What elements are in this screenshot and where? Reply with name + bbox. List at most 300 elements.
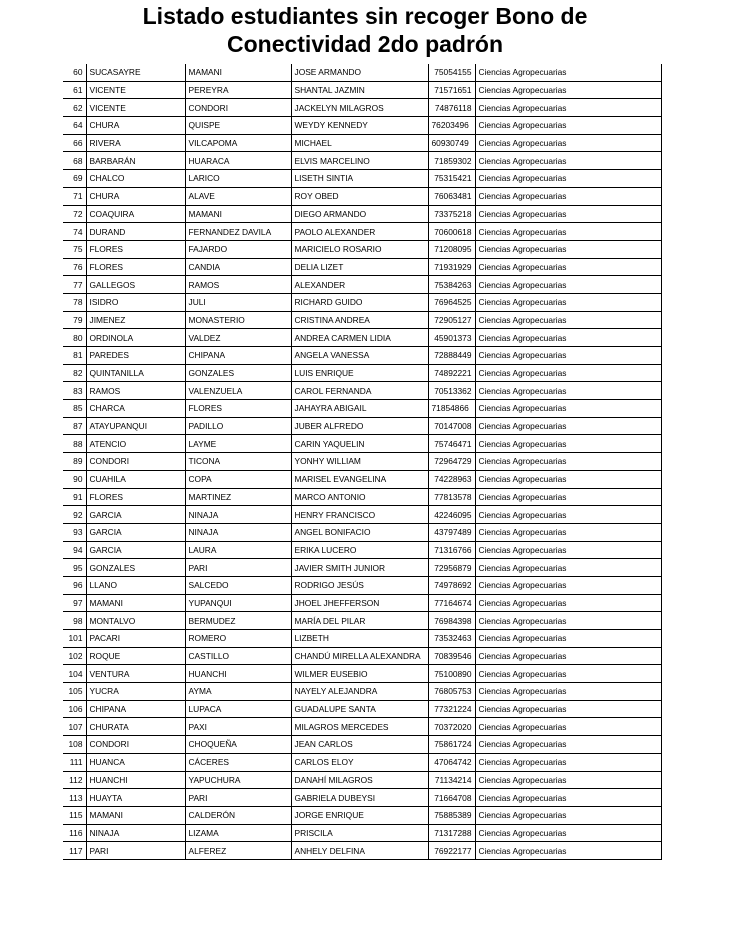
- apellido-paterno-cell: GALLEGOS: [86, 276, 185, 294]
- carrera-cell: Ciencias Agropecuarias: [475, 541, 661, 559]
- dni-cell: 76805753: [428, 683, 475, 701]
- row-number-cell: 82: [73, 368, 83, 379]
- apellido-paterno-cell: CONDORI: [86, 736, 185, 754]
- nombres-cell: JAVIER SMITH JUNIOR: [291, 559, 428, 577]
- carrera-cell: Ciencias Agropecuarias: [475, 453, 661, 471]
- table-row: [63, 806, 661, 824]
- apellido-paterno-cell: RAMOS: [86, 382, 185, 400]
- apellido-materno-cell: CALDERÓN: [185, 806, 291, 824]
- apellido-paterno-cell: ATAYUPANQUI: [86, 417, 185, 435]
- apellido-materno-cell: LAURA: [185, 541, 291, 559]
- apellido-materno-cell: LARICO: [185, 170, 291, 188]
- apellido-materno-cell: MARTINEZ: [185, 488, 291, 506]
- row-number-cell: 108: [68, 739, 83, 750]
- dni-cell: 74228963: [428, 470, 475, 488]
- nombres-cell: MICHAEL: [291, 134, 428, 152]
- apellido-paterno-cell: YUCRA: [86, 683, 185, 701]
- nombres-cell: GABRIELA DUBEYSI: [291, 789, 428, 807]
- nombres-cell: DANAHÍ MILAGROS: [291, 771, 428, 789]
- dni-cell: 76922177: [428, 842, 475, 860]
- dni-cell: 45901373: [428, 329, 475, 347]
- dni-cell: 74892221: [428, 364, 475, 382]
- dni-cell: 71134214: [428, 771, 475, 789]
- table-row: [63, 612, 661, 630]
- carrera-cell: Ciencias Agropecuarias: [475, 400, 661, 418]
- table-row: [63, 842, 661, 860]
- apellido-paterno-cell: ORDINOLA: [86, 329, 185, 347]
- carrera-cell: Ciencias Agropecuarias: [475, 470, 661, 488]
- row-number-cell: 81: [73, 350, 83, 361]
- row-number-cell: 113: [69, 792, 83, 803]
- apellido-materno-cell: LAYME: [185, 435, 291, 453]
- nombres-cell: JEAN CARLOS: [291, 736, 428, 754]
- carrera-cell: Ciencias Agropecuarias: [475, 152, 661, 170]
- apellido-materno-cell: CONDORI: [185, 99, 291, 117]
- title-line-1: Listado estudiantes sin recoger Bono de: [142, 3, 588, 29]
- apellido-paterno-cell: QUINTANILLA: [86, 364, 185, 382]
- table-row: [63, 753, 661, 771]
- nombres-cell: LISETH SINTIA: [291, 170, 428, 188]
- apellido-paterno-cell: GARCIA: [86, 541, 185, 559]
- table-row: [63, 559, 661, 577]
- dni-cell: 73375218: [428, 205, 475, 223]
- row-number-cell: 68: [73, 155, 83, 166]
- table-row: [63, 789, 661, 807]
- page-title: [0, 2, 730, 58]
- nombres-cell: CHANDÚ MIRELLA ALEXANDRA: [291, 647, 428, 665]
- apellido-materno-cell: VALDEZ: [185, 329, 291, 347]
- apellido-materno-cell: YUPANQUI: [185, 594, 291, 612]
- carrera-cell: Ciencias Agropecuarias: [475, 630, 661, 648]
- carrera-cell: Ciencias Agropecuarias: [475, 789, 661, 807]
- row-number-cell: 64: [73, 120, 83, 131]
- apellido-materno-cell: VALENZUELA: [185, 382, 291, 400]
- apellido-paterno-cell: HUANCA: [86, 753, 185, 771]
- apellido-materno-cell: PAXI: [185, 718, 291, 736]
- apellido-paterno-cell: LLANO: [86, 576, 185, 594]
- nombres-cell: ANDREA CARMEN LIDIA: [291, 329, 428, 347]
- apellido-materno-cell: CÁCERES: [185, 753, 291, 771]
- dni-cell: 70147008: [428, 417, 475, 435]
- nombres-cell: RODRIGO JESÚS: [291, 576, 428, 594]
- title-line-2: Conectividad 2do padrón: [226, 31, 504, 57]
- carrera-cell: Ciencias Agropecuarias: [475, 506, 661, 524]
- row-number-cell: 72: [73, 208, 83, 219]
- dni-cell: 75384263: [428, 276, 475, 294]
- apellido-paterno-cell: MAMANI: [86, 806, 185, 824]
- row-number-cell: 74: [73, 226, 83, 237]
- dni-cell: 60930749: [428, 134, 475, 152]
- student-table-body: [63, 64, 661, 859]
- apellido-paterno-cell: PAREDES: [86, 347, 185, 365]
- carrera-cell: Ciencias Agropecuarias: [475, 718, 661, 736]
- row-number-cell: 69: [73, 173, 83, 184]
- nombres-cell: LUIS ENRIQUE: [291, 364, 428, 382]
- apellido-materno-cell: QUISPE: [185, 117, 291, 135]
- nombres-cell: CAROL FERNANDA: [291, 382, 428, 400]
- table-row: [63, 417, 661, 435]
- carrera-cell: Ciencias Agropecuarias: [475, 134, 661, 152]
- table-row: [63, 718, 661, 736]
- dni-cell: 71571651: [428, 81, 475, 99]
- apellido-materno-cell: YAPUCHURA: [185, 771, 291, 789]
- dni-cell: 71317288: [428, 824, 475, 842]
- row-number-cell: 93: [73, 527, 83, 538]
- dni-cell: 72956879: [428, 559, 475, 577]
- apellido-materno-cell: LUPACA: [185, 700, 291, 718]
- dni-cell: 70839546: [428, 647, 475, 665]
- apellido-materno-cell: JULI: [185, 293, 291, 311]
- apellido-paterno-cell: PACARI: [86, 630, 185, 648]
- table-row: [63, 523, 661, 541]
- dni-cell: 75100890: [428, 665, 475, 683]
- table-row: [63, 506, 661, 524]
- dni-cell: 76984398: [428, 612, 475, 630]
- dni-cell: 75885389: [428, 806, 475, 824]
- table-row: [63, 99, 661, 117]
- dni-cell: 47064742: [428, 753, 475, 771]
- carrera-cell: Ciencias Agropecuarias: [475, 559, 661, 577]
- carrera-cell: Ciencias Agropecuarias: [475, 117, 661, 135]
- dni-cell: 76964525: [428, 293, 475, 311]
- row-number-cell: 98: [73, 615, 83, 626]
- table-row: [63, 187, 661, 205]
- nombres-cell: PRISCILA: [291, 824, 428, 842]
- apellido-paterno-cell: CUAHILA: [86, 470, 185, 488]
- nombres-cell: JUBER ALFREDO: [291, 417, 428, 435]
- carrera-cell: Ciencias Agropecuarias: [475, 435, 661, 453]
- carrera-cell: Ciencias Agropecuarias: [475, 99, 661, 117]
- apellido-materno-cell: MAMANI: [185, 205, 291, 223]
- row-number-cell: 97: [73, 597, 83, 608]
- apellido-materno-cell: GONZALES: [185, 364, 291, 382]
- apellido-paterno-cell: BARBARÁN: [86, 152, 185, 170]
- table-row: [63, 771, 661, 789]
- carrera-cell: Ciencias Agropecuarias: [475, 665, 661, 683]
- apellido-materno-cell: PADILLO: [185, 417, 291, 435]
- dni-cell: 77321224: [428, 700, 475, 718]
- apellido-paterno-cell: ATENCIO: [86, 435, 185, 453]
- carrera-cell: Ciencias Agropecuarias: [475, 417, 661, 435]
- apellido-materno-cell: FAJARDO: [185, 240, 291, 258]
- apellido-materno-cell: ALAVE: [185, 187, 291, 205]
- carrera-cell: Ciencias Agropecuarias: [475, 594, 661, 612]
- nombres-cell: MARCO ANTONIO: [291, 488, 428, 506]
- table-row: [63, 435, 661, 453]
- carrera-cell: Ciencias Agropecuarias: [475, 576, 661, 594]
- apellido-paterno-cell: FLORES: [86, 258, 185, 276]
- carrera-cell: Ciencias Agropecuarias: [475, 329, 661, 347]
- table-row: [63, 665, 661, 683]
- carrera-cell: Ciencias Agropecuarias: [475, 806, 661, 824]
- carrera-cell: Ciencias Agropecuarias: [475, 293, 661, 311]
- table-row: [63, 205, 661, 223]
- apellido-materno-cell: PARI: [185, 789, 291, 807]
- carrera-cell: Ciencias Agropecuarias: [475, 612, 661, 630]
- apellido-materno-cell: HUANCHI: [185, 665, 291, 683]
- row-number-cell: 61: [73, 85, 83, 96]
- row-number-cell: 92: [73, 509, 83, 520]
- row-number-cell: 80: [73, 332, 83, 343]
- table-row: [63, 382, 661, 400]
- table-row: [63, 488, 661, 506]
- nombres-cell: JORGE ENRIQUE: [291, 806, 428, 824]
- apellido-paterno-cell: ROQUE: [86, 647, 185, 665]
- table-row: [63, 152, 661, 170]
- row-number-cell: 79: [73, 314, 83, 325]
- carrera-cell: Ciencias Agropecuarias: [475, 647, 661, 665]
- apellido-paterno-cell: VICENTE: [86, 81, 185, 99]
- apellido-paterno-cell: JIMENEZ: [86, 311, 185, 329]
- apellido-materno-cell: TICONA: [185, 453, 291, 471]
- nombres-cell: WEYDY KENNEDY: [291, 117, 428, 135]
- carrera-cell: Ciencias Agropecuarias: [475, 824, 661, 842]
- apellido-paterno-cell: DURAND: [86, 223, 185, 241]
- apellido-materno-cell: CHIPANA: [185, 347, 291, 365]
- carrera-cell: Ciencias Agropecuarias: [475, 364, 661, 382]
- row-number-cell: 90: [73, 474, 83, 485]
- dni-cell: 75054155: [428, 64, 475, 81]
- student-table: [63, 64, 662, 860]
- apellido-paterno-cell: FLORES: [86, 240, 185, 258]
- apellido-materno-cell: PEREYRA: [185, 81, 291, 99]
- table-row: [63, 630, 661, 648]
- row-number-cell: 106: [68, 704, 83, 715]
- apellido-paterno-cell: FLORES: [86, 488, 185, 506]
- apellido-materno-cell: HUARACA: [185, 152, 291, 170]
- dni-cell: 72888449: [428, 347, 475, 365]
- dni-cell: 76203496: [428, 117, 475, 135]
- nombres-cell: JACKELYN MILAGROS: [291, 99, 428, 117]
- nombres-cell: ERIKA LUCERO: [291, 541, 428, 559]
- nombres-cell: CARIN YAQUELIN: [291, 435, 428, 453]
- carrera-cell: Ciencias Agropecuarias: [475, 523, 661, 541]
- dni-cell: 77813578: [428, 488, 475, 506]
- apellido-paterno-cell: CONDORI: [86, 453, 185, 471]
- row-number-cell: 116: [69, 827, 83, 838]
- carrera-cell: Ciencias Agropecuarias: [475, 187, 661, 205]
- nombres-cell: RICHARD GUIDO: [291, 293, 428, 311]
- carrera-cell: Ciencias Agropecuarias: [475, 311, 661, 329]
- dni-cell: 74978692: [428, 576, 475, 594]
- row-number-cell: 71: [73, 191, 83, 202]
- nombres-cell: ALEXANDER: [291, 276, 428, 294]
- apellido-paterno-cell: MONTALVO: [86, 612, 185, 630]
- nombres-cell: JAHAYRA ABIGAIL: [291, 400, 428, 418]
- row-number-cell: 112: [69, 774, 83, 785]
- apellido-materno-cell: AYMA: [185, 683, 291, 701]
- row-number-cell: 96: [73, 580, 83, 591]
- table-row: [63, 400, 661, 418]
- apellido-paterno-cell: VENTURA: [86, 665, 185, 683]
- carrera-cell: Ciencias Agropecuarias: [475, 771, 661, 789]
- apellido-materno-cell: FERNANDEZ DAVILA: [185, 223, 291, 241]
- apellido-paterno-cell: CHURA: [86, 187, 185, 205]
- dni-cell: 73532463: [428, 630, 475, 648]
- nombres-cell: MILAGROS MERCEDES: [291, 718, 428, 736]
- nombres-cell: GUADALUPE SANTA: [291, 700, 428, 718]
- dni-cell: 72964729: [428, 453, 475, 471]
- carrera-cell: Ciencias Agropecuarias: [475, 683, 661, 701]
- dni-cell: 42246095: [428, 506, 475, 524]
- dni-cell: 75315421: [428, 170, 475, 188]
- row-number-cell: 66: [73, 138, 83, 149]
- table-row: [63, 276, 661, 294]
- nombres-cell: JHOEL JHEFFERSON: [291, 594, 428, 612]
- table-row: [63, 293, 661, 311]
- table-row: [63, 223, 661, 241]
- table-row: [63, 134, 661, 152]
- row-number-cell: 83: [73, 385, 83, 396]
- table-row: [63, 64, 661, 81]
- apellido-materno-cell: CHOQUEÑA: [185, 736, 291, 754]
- carrera-cell: Ciencias Agropecuarias: [475, 64, 661, 81]
- table-row: [63, 824, 661, 842]
- carrera-cell: Ciencias Agropecuarias: [475, 276, 661, 294]
- nombres-cell: WILMER EUSEBIO: [291, 665, 428, 683]
- carrera-cell: Ciencias Agropecuarias: [475, 258, 661, 276]
- carrera-cell: Ciencias Agropecuarias: [475, 205, 661, 223]
- nombres-cell: NAYELY ALEJANDRA: [291, 683, 428, 701]
- dni-cell: 74876118: [428, 99, 475, 117]
- row-number-cell: 78: [73, 297, 83, 308]
- table-row: [63, 594, 661, 612]
- carrera-cell: Ciencias Agropecuarias: [475, 488, 661, 506]
- table-row: [63, 364, 661, 382]
- nombres-cell: MARISEL EVANGELINA: [291, 470, 428, 488]
- apellido-paterno-cell: GONZALES: [86, 559, 185, 577]
- nombres-cell: HENRY FRANCISCO: [291, 506, 428, 524]
- apellido-materno-cell: BERMUDEZ: [185, 612, 291, 630]
- apellido-paterno-cell: RIVERA: [86, 134, 185, 152]
- nombres-cell: PAOLO ALEXANDER: [291, 223, 428, 241]
- table-row: [63, 453, 661, 471]
- dni-cell: 71854866: [428, 400, 475, 418]
- apellido-paterno-cell: CHURA: [86, 117, 185, 135]
- table-row: [63, 170, 661, 188]
- apellido-paterno-cell: HUAYTA: [86, 789, 185, 807]
- dni-cell: 75746471: [428, 435, 475, 453]
- apellido-materno-cell: MAMANI: [185, 64, 291, 81]
- apellido-materno-cell: SALCEDO: [185, 576, 291, 594]
- apellido-paterno-cell: COAQUIRA: [86, 205, 185, 223]
- row-number-cell: 111: [69, 757, 83, 768]
- nombres-cell: MARICIELO ROSARIO: [291, 240, 428, 258]
- table-row: [63, 683, 661, 701]
- dni-cell: 71208095: [428, 240, 475, 258]
- table-row: [63, 311, 661, 329]
- nombres-cell: ANGEL BONIFACIO: [291, 523, 428, 541]
- table-row: [63, 541, 661, 559]
- apellido-paterno-cell: ISIDRO: [86, 293, 185, 311]
- table-row: [63, 258, 661, 276]
- apellido-paterno-cell: NINAJA: [86, 824, 185, 842]
- apellido-materno-cell: FLORES: [185, 400, 291, 418]
- dni-cell: 71859302: [428, 152, 475, 170]
- nombres-cell: ROY OBED: [291, 187, 428, 205]
- table-row: [63, 347, 661, 365]
- apellido-paterno-cell: MAMANI: [86, 594, 185, 612]
- table-row: [63, 736, 661, 754]
- apellido-materno-cell: ROMERO: [185, 630, 291, 648]
- row-number-cell: 85: [73, 403, 83, 414]
- row-number-cell: 104: [68, 668, 83, 679]
- dni-cell: 71664708: [428, 789, 475, 807]
- nombres-cell: ELVIS MARCELINO: [291, 152, 428, 170]
- row-number-cell: 95: [73, 562, 83, 573]
- apellido-materno-cell: LIZAMA: [185, 824, 291, 842]
- row-number-cell: 101: [68, 633, 83, 644]
- apellido-materno-cell: RAMOS: [185, 276, 291, 294]
- apellido-paterno-cell: HUANCHI: [86, 771, 185, 789]
- carrera-cell: Ciencias Agropecuarias: [475, 382, 661, 400]
- dni-cell: 72905127: [428, 311, 475, 329]
- dni-cell: 70372020: [428, 718, 475, 736]
- nombres-cell: DELIA LIZET: [291, 258, 428, 276]
- table-row: [63, 329, 661, 347]
- nombres-cell: MARÍA DEL PILAR: [291, 612, 428, 630]
- table-row: [63, 240, 661, 258]
- nombres-cell: SHANTAL JAZMIN: [291, 81, 428, 99]
- apellido-paterno-cell: GARCIA: [86, 523, 185, 541]
- dni-cell: 77164674: [428, 594, 475, 612]
- row-number-cell: 105: [68, 686, 83, 697]
- carrera-cell: Ciencias Agropecuarias: [475, 223, 661, 241]
- apellido-paterno-cell: CHARCA: [86, 400, 185, 418]
- apellido-paterno-cell: CHALCO: [86, 170, 185, 188]
- carrera-cell: Ciencias Agropecuarias: [475, 753, 661, 771]
- apellido-materno-cell: PARI: [185, 559, 291, 577]
- table-row: [63, 117, 661, 135]
- row-number-cell: 91: [73, 491, 83, 502]
- nombres-cell: ANGELA VANESSA: [291, 347, 428, 365]
- table-row: [63, 647, 661, 665]
- nombres-cell: DIEGO ARMANDO: [291, 205, 428, 223]
- row-number-cell: 75: [73, 244, 83, 255]
- row-number-cell: 87: [73, 421, 83, 432]
- table-row: [63, 576, 661, 594]
- dni-cell: 71931929: [428, 258, 475, 276]
- apellido-paterno-cell: CHIPANA: [86, 700, 185, 718]
- apellido-materno-cell: CASTILLO: [185, 647, 291, 665]
- row-number-cell: 60: [73, 67, 83, 78]
- table-row: [63, 81, 661, 99]
- table-row: [63, 700, 661, 718]
- apellido-paterno-cell: GARCIA: [86, 506, 185, 524]
- row-number-cell: 62: [73, 102, 83, 113]
- apellido-materno-cell: COPA: [185, 470, 291, 488]
- row-number-cell: 94: [73, 544, 83, 555]
- row-number-cell: 117: [69, 845, 83, 856]
- row-number-cell: 77: [73, 279, 83, 290]
- dni-cell: 76063481: [428, 187, 475, 205]
- carrera-cell: Ciencias Agropecuarias: [475, 842, 661, 860]
- row-number-cell: 102: [68, 651, 83, 662]
- row-number-cell: 88: [73, 438, 83, 449]
- apellido-materno-cell: CANDIA: [185, 258, 291, 276]
- carrera-cell: Ciencias Agropecuarias: [475, 81, 661, 99]
- row-number-cell: 89: [73, 456, 83, 467]
- apellido-paterno-cell: VICENTE: [86, 99, 185, 117]
- dni-cell: 70513362: [428, 382, 475, 400]
- carrera-cell: Ciencias Agropecuarias: [475, 240, 661, 258]
- table-row: [63, 470, 661, 488]
- apellido-materno-cell: ALFEREZ: [185, 842, 291, 860]
- row-number-cell: 115: [69, 810, 83, 821]
- apellido-materno-cell: NINAJA: [185, 523, 291, 541]
- nombres-cell: LIZBETH: [291, 630, 428, 648]
- apellido-materno-cell: NINAJA: [185, 506, 291, 524]
